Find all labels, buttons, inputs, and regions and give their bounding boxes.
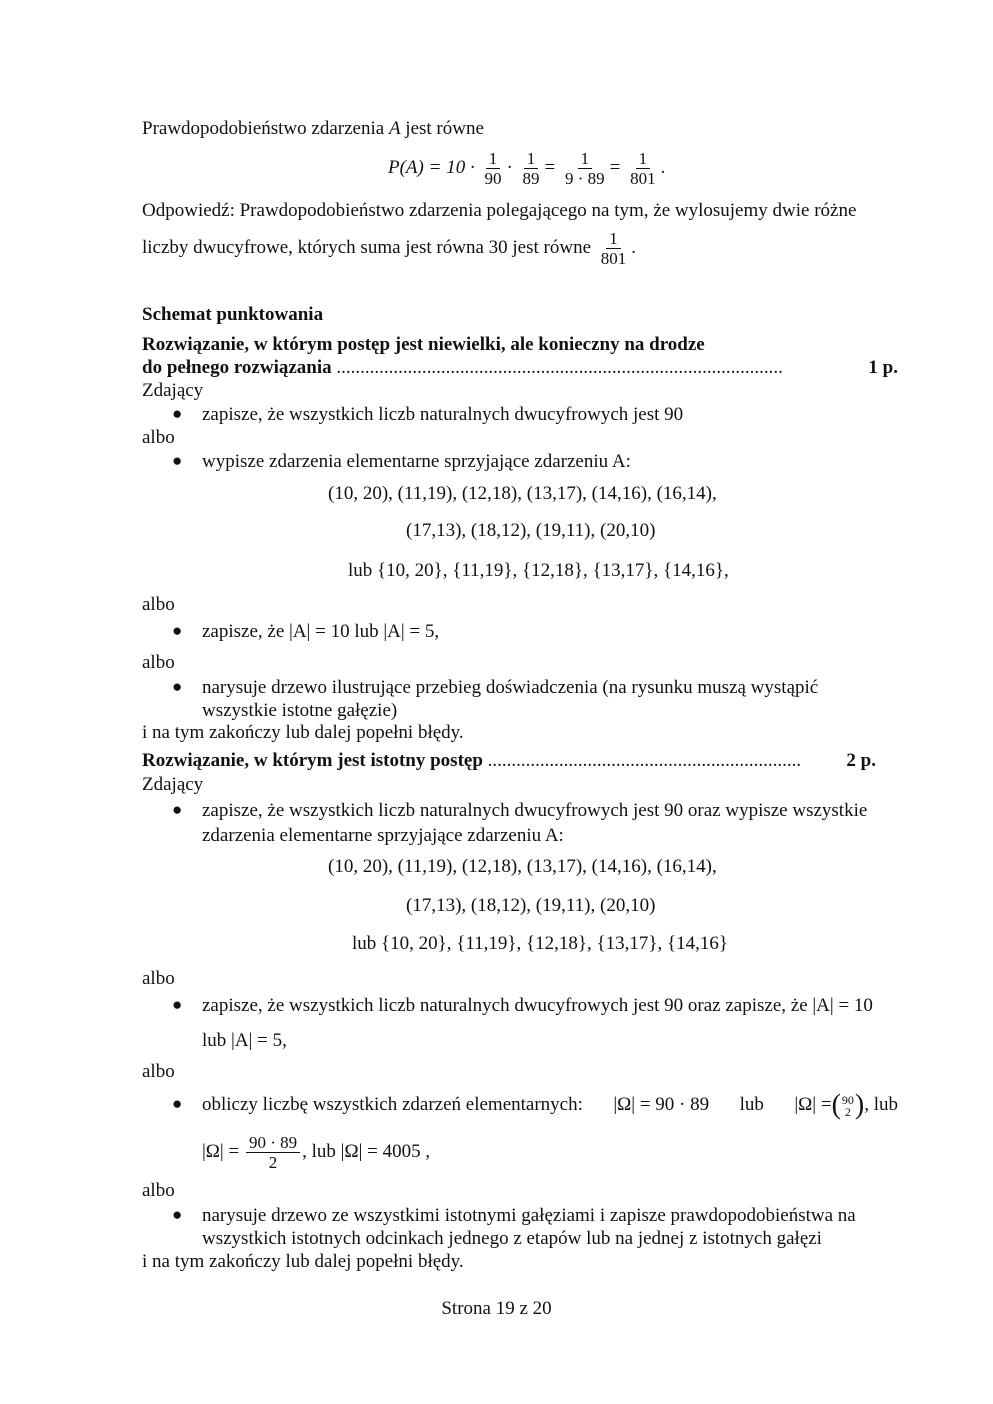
bullet-icon: ● xyxy=(172,1205,183,1224)
binomial: 90 2 xyxy=(841,1092,854,1119)
probability-intro xyxy=(142,118,484,140)
dots: .................................................................. xyxy=(487,750,802,771)
criterion: narysuje drzewo ze wszystkimi istotnymi gałęziami i zapisze prawdopodobieństwa na xyxy=(202,1205,856,1226)
criterion-cont xyxy=(202,1128,430,1176)
pairs-row: (10, 20), (11,19), (12,18), (13,17), (14,16), (16,14), xyxy=(328,483,717,504)
criterion-cont: lub |A| = 5, xyxy=(202,1030,287,1051)
pairs-row: (17,13), (18,12), (19,11), (20,10) xyxy=(406,520,656,541)
sets-row: lub {10, 20}, {11,19}, {12,18}, {13,17}, {14,16}, xyxy=(348,560,729,581)
points: 2 p. xyxy=(846,750,876,771)
fraction: $\frac{1}{90}$ xyxy=(484,149,502,189)
expression: |Ω| = 90 · 89 xyxy=(613,1094,710,1115)
text: liczby dwucyfrowe, których suma jest równa 30 jest równe xyxy=(142,237,592,258)
text: narysuje drzewo ilustrujące przebieg doświadczenia (na rysunku muszą wystąpić xyxy=(202,677,819,698)
criterion: zapisze, że wszystkich liczb naturalnych dwucyfrowych jest 90 oraz wypisze wszystkie xyxy=(202,800,868,821)
bullet-icon: ● xyxy=(172,621,183,640)
bullet-icon: ● xyxy=(172,451,183,470)
bullet-icon: ● xyxy=(172,995,183,1014)
sets-row: lub {10, 20}, {11,19}, {12,18}, {13,17}, {14,16} xyxy=(352,933,729,954)
bullet-icon: ● xyxy=(172,404,183,423)
zdajacy-label: Zdający xyxy=(142,380,204,401)
criterion: zapisze, że wszystkich liczb naturalnych dwucyfrowych jest 90 xyxy=(202,404,684,425)
expression: , lub |Ω| = 4005 , xyxy=(302,1141,431,1162)
bullet-icon: ● xyxy=(172,677,183,696)
fraction: $\frac{1}{801}$ xyxy=(600,229,627,269)
end-note: i na tym zakończy lub dalej popełni błędy. xyxy=(142,1251,464,1272)
bullet-icon: ● xyxy=(172,800,183,819)
level1-title: Rozwiązanie, w którym postęp jest niewielki, ale konieczny na drodze xyxy=(142,334,705,355)
zdajacy-label: Zdający xyxy=(142,774,204,795)
albo-label: albo xyxy=(142,968,175,989)
fraction: $\frac{1}{801}$ xyxy=(630,149,656,189)
level2-title xyxy=(142,750,876,772)
criterion: zapisze, że wszystkich liczb naturalnych dwucyfrowych jest 90 oraz zapisze, że |A| = 10 xyxy=(202,995,873,1016)
criterion-cont: zdarzenia elementarne sprzyjające zdarzeniu A: xyxy=(202,825,564,846)
text: |Ω| = xyxy=(794,1094,832,1115)
binomial-expression: |Ω| =( 90 2 ), lub xyxy=(794,1089,898,1121)
expression: |Ω| = xyxy=(202,1141,240,1162)
bullet-icon: ● xyxy=(172,1094,183,1113)
text: , lub xyxy=(864,1094,898,1115)
section-title: Schemat punktowania xyxy=(142,304,324,325)
criterion-cont: wszystkie istotne gałęzie) xyxy=(202,700,398,721)
text: do pełnego rozwiązania xyxy=(142,357,332,378)
points: 1 p. xyxy=(868,357,898,378)
albo-label: albo xyxy=(142,1061,175,1082)
fraction: $\frac{1}{9 \cdot 89}$ xyxy=(564,149,605,189)
page-number: Strona 19 z 20 xyxy=(441,1298,552,1319)
albo-label: albo xyxy=(142,652,175,673)
answer-line-2: liczby dwucyfrowe, których suma jest równa 30 jest równe $\frac{1}{801}$ . xyxy=(142,229,637,269)
albo-label: albo xyxy=(142,427,175,448)
end-note: i na tym zakończy lub dalej popełni błędy. xyxy=(142,722,464,743)
criterion: wypisze zdarzenia elementarne sprzyjające zdarzeniu A: xyxy=(202,451,631,472)
fraction: $\frac{1}{89}$ xyxy=(522,149,540,189)
dots: .............................................................................................. xyxy=(336,357,783,378)
formula-lhs: P(A) = 10 · xyxy=(388,157,475,178)
criterion xyxy=(202,1086,898,1125)
var-a: A xyxy=(388,118,401,139)
pairs-row: (10, 20), (11,19), (12,18), (13,17), (14,16), (16,14), xyxy=(328,856,717,877)
probability-formula: P(A) = 10 · $\frac{1}{90}$ · $\frac{1}{89}$ = $\frac{1}{9 \cdot 89}$ = $\frac{1}{801}$ . xyxy=(388,149,666,189)
text: lub xyxy=(739,1094,764,1115)
pairs-row: (17,13), (18,12), (19,11), (20,10) xyxy=(406,895,656,916)
fraction: $\frac{90 \cdot 89}{2}$ xyxy=(246,1133,300,1172)
criterion xyxy=(202,677,898,699)
text: Prawdopodobieństwo zdarzenia xyxy=(142,118,385,139)
text: obliczy liczbę wszystkich zdarzeń elementarnych: xyxy=(202,1094,583,1115)
albo-label: albo xyxy=(142,594,175,615)
albo-label: albo xyxy=(142,1180,175,1201)
criterion: zapisze, że |A| = 10 lub |A| = 5, xyxy=(202,621,440,642)
text: Rozwiązanie, w którym jest istotny postęp xyxy=(142,750,483,771)
text: jest równe xyxy=(405,118,484,139)
criterion-cont: wszystkich istotnych odcinkach jednego z etapów lub na jednej z istotnych gałęzi xyxy=(202,1228,822,1249)
answer-line-1: Odpowiedź: Prawdopodobieństwo zdarzenia polegającego na tym, że wylosujemy dwie różne xyxy=(142,200,857,221)
level1-title-line2 xyxy=(142,357,898,379)
